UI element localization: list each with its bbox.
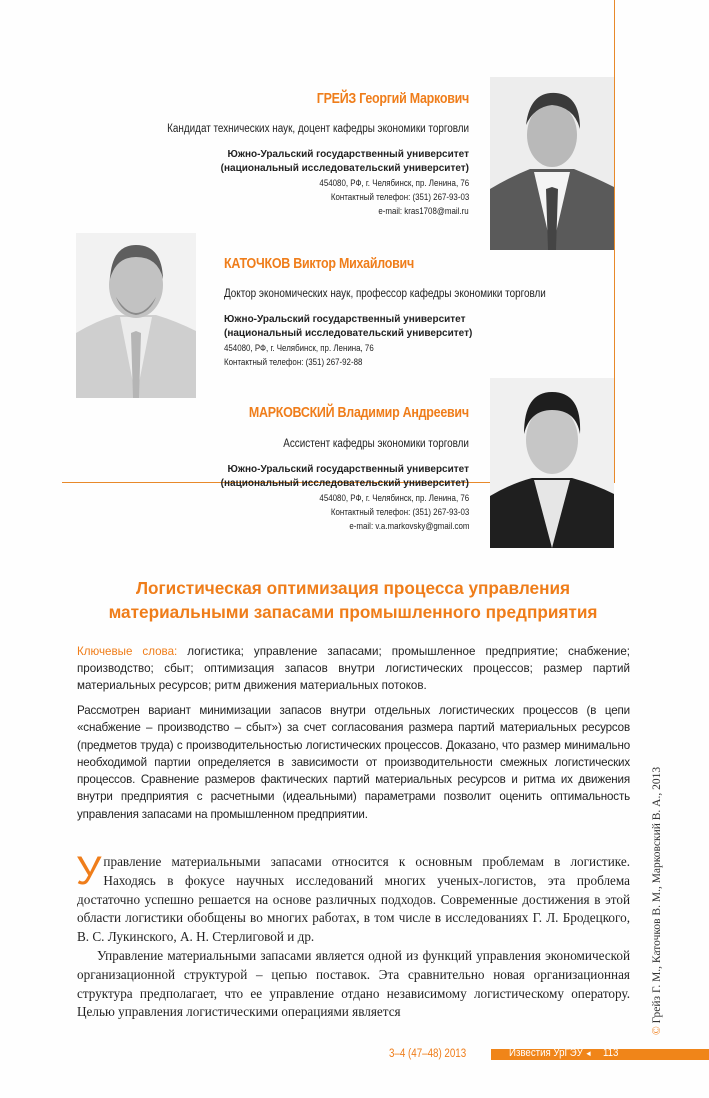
author-university: Южно-Уральский государственный университет [224,314,466,325]
copyright-text: Грейз Г. М., Каточков В. М., Марковский В. А., 2013 [651,766,663,1027]
drop-cap: У [76,849,102,893]
author-address: 454080, РФ, г. Челябинск, пр. Ленина, 76 [224,343,374,353]
author-university: Южно-Уральский государственный университет [227,149,469,160]
author-address: 454080, РФ, г. Челябинск, пр. Ленина, 76 [319,178,469,188]
article-title [70,576,636,624]
author-phone: Контактный телефон: (351) 267-92-88 [224,357,363,367]
abstract: Рассмотрен вариант минимизации запасов внутри отдельных логистических процессов (в цепи «снабжение – производство – сбыт») за счет согласования размера партий материальных ресурсов (предметов труда) с производительностью логистических процессов. Доказано, что размер минимально необходимой партии определяется в зависимости от производительности смежных логистических процессов. Сравнение размеров фактических партий материальных ресурсов и ритма их движения внутри предприятия с расчетными (идеальными) параметрами позволит оценить оптимальность управления запасами на промышленном предприятии. [77,704,630,821]
keywords-label: Ключевые слова: [77,645,178,658]
author-name: ГРЕЙЗ Георгий Маркович [316,91,469,107]
author-university-status: (национальный исследовательский университет) [224,328,473,339]
copyright-icon: © [651,1026,663,1035]
author-phone: Контактный телефон: (351) 267-93-03 [330,192,469,202]
article-title-line-1: Логистическая оптимизация процесса управления [135,578,571,598]
article-title-line-2: материальными запасами промышленного предприятия [108,602,598,622]
paragraph: Управление материальными запасами является одной из функций управления экономической организационной структурой – цепью поставок. Эта сравнительно новая организационная структура предполагает, что ее управление отдано независимому логистическому оператору. Целью управления логистическими операциями является [77,947,630,1020]
author-email[interactable]: e-mail: kras1708@mail.ru [378,206,469,216]
journal-name: Известия УрГЭУ [509,1047,583,1059]
author-address: 454080, РФ, г. Челябинск, пр. Ленина, 76 [319,493,469,503]
author-title: Ассистент кафедры экономики торговли [283,438,469,450]
article-body [76,849,630,1022]
paragraph [76,849,630,947]
author-photo-markovsky [490,378,614,548]
author-university: Южно-Уральский государственный университет [227,464,469,475]
journal-footer-bar [491,1049,709,1060]
paragraph-text: правление материальными запасами относится к основным проблемам в логистике. Находясь в фокусе научных исследований многих ученых-логистов, эта проблема достаточно успешно решается на основе различных подходов. Современные достижения в этой области логистики обобщены во многих работах, в том числе в исследованиях Г. Л. Бродецкого, В. С. Лукинского, А. Н. Стерлиговой и др. [77,854,630,945]
author-university-status: (национальный исследовательский университет) [220,478,469,489]
issue-number: 3–4 (47–48) 2013 [389,1048,467,1060]
page-number: 113 [603,1047,619,1059]
author-name: КАТОЧКОВ Виктор Михайлович [224,256,414,272]
author-phone: Контактный телефон: (351) 267-93-03 [330,507,469,517]
copyright-notice [651,725,663,1035]
author-title: Кандидат технических наук, доцент кафедры экономики торговли [167,123,469,135]
keywords-text: логистика; управление запасами; промышленное предприятие; снабжение; производство; сбыт; оптимизация запасов внутри логистических процессов; размер партий материальных ресурсов; ритм движения материальных потоков. [77,645,630,692]
author-email[interactable]: e-mail: v.a.markovsky@gmail.com [348,521,469,531]
author-photo-greiz [490,77,614,250]
author-name: МАРКОВСКИЙ Владимир Андреевич [248,405,469,421]
author-university-status: (национальный исследовательский университет) [220,163,469,174]
author-photo-katochkov [76,233,196,398]
arrow-left-icon: ◄ [585,1049,592,1058]
keywords [77,643,630,694]
author-title: Доктор экономических наук, профессор кафедры экономики торговли [224,288,546,300]
